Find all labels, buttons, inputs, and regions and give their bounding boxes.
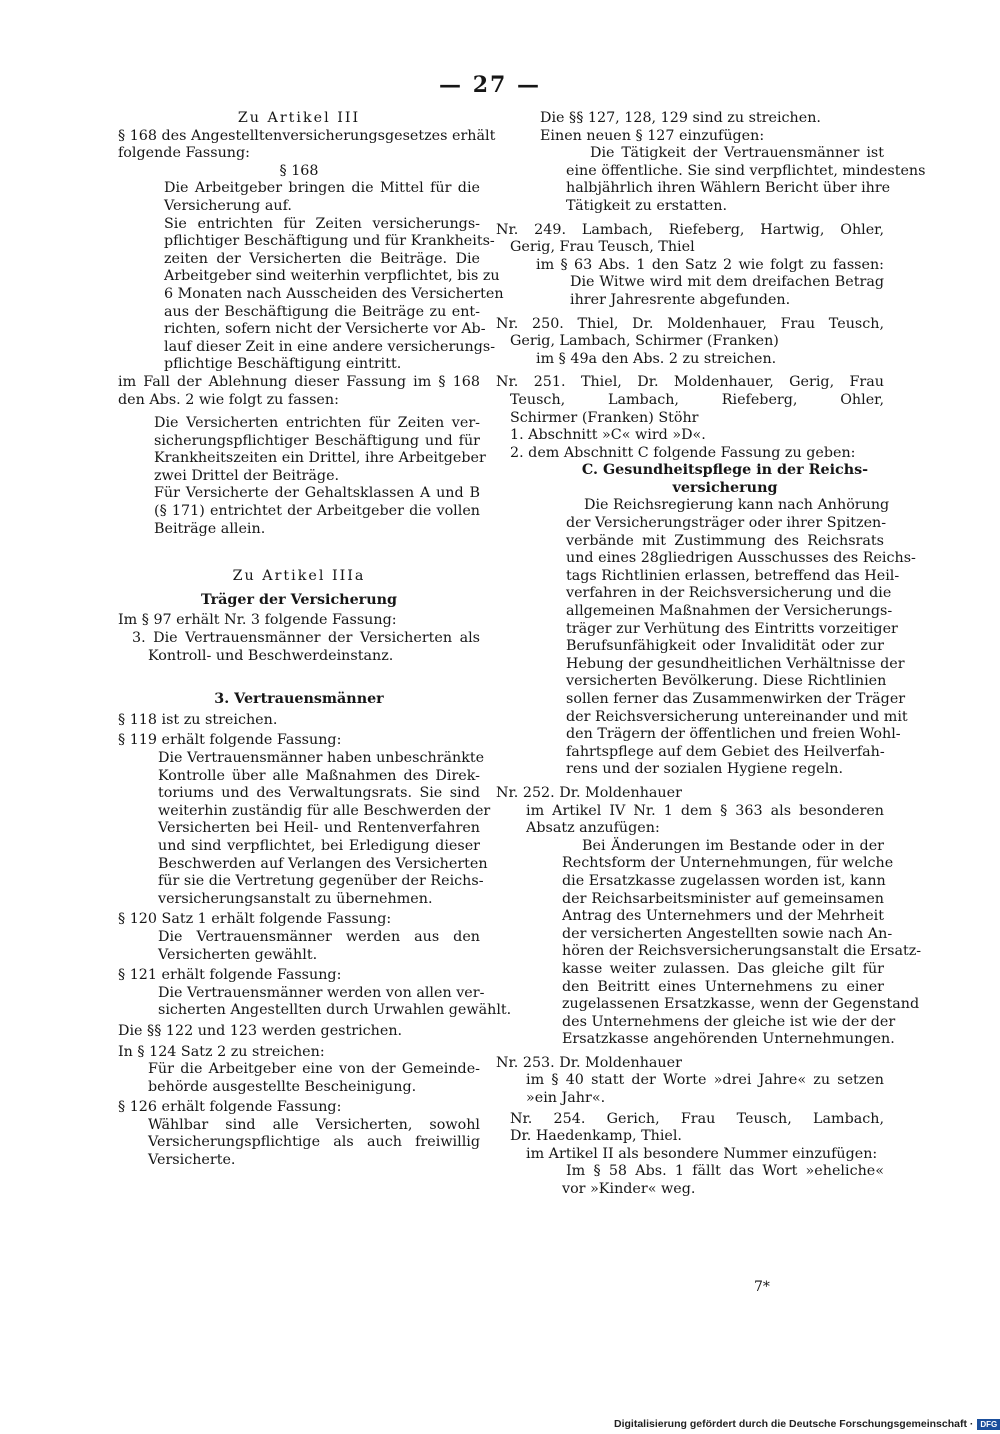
text-line: im Fall der Ablehnung dieser Fassung im § 168 xyxy=(118,373,480,390)
text-line: Im § 58 Abs. 1 fällt das Wort »eheliche« xyxy=(566,1163,884,1180)
text-line: Schirmer (Franken) Stöhr xyxy=(510,409,699,426)
text-line: den Abs. 2 wie folgt zu fassen: xyxy=(118,391,339,408)
sheet-signature-mark: 7* xyxy=(754,1279,770,1295)
text-line: Ersatzkasse angehörenden Unternehmungen. xyxy=(562,1031,895,1048)
text-line: Hebung der gesundheitlichen Verhältnisse der xyxy=(566,655,905,672)
text-line: toriums und des Verwaltungsrats. Sie sind xyxy=(158,785,480,802)
text-line: verfahren in der Reichsversicherung und die xyxy=(566,585,892,602)
text-line: 3. Vertrauensmänner xyxy=(214,691,384,708)
text-line: sollen ferner das Zusammenwirken der Träger xyxy=(566,691,906,707)
text-line: fahrtspflege auf dem Gebiet des Heilverfah- xyxy=(566,743,885,760)
left-column xyxy=(118,110,512,1170)
text-line: im § 49a den Abs. 2 zu streichen. xyxy=(536,350,777,367)
text-line: für sie die Vertretung gegenüber der Reichs- xyxy=(158,873,484,890)
text-line: Einen neuen § 127 einzufügen: xyxy=(540,127,765,144)
text-line: Versicherungspflichtige als auch freiwillig xyxy=(148,1134,480,1151)
text-line: Teusch, Lambach, Riefeberg, Ohler, xyxy=(510,391,884,408)
text-line: Zu Artikel IIIa xyxy=(232,568,366,585)
text-line: Krankheitszeiten ein Drittel, ihre Arbeitgeber xyxy=(154,450,486,467)
text-line: aus der Beschäftigung die Beiträge zu ent- xyxy=(164,303,480,320)
text-line: Wählbar sind alle Versicherten, sowohl xyxy=(148,1116,480,1133)
text-line: kasse weiter zulassen. Das gleiche gilt für xyxy=(562,960,884,977)
text-line: und eines 28gliedrigen Ausschusses des Reichs- xyxy=(566,550,916,567)
text-line: (§ 171) entrichtet der Arbeitgeber die vollen xyxy=(154,503,480,520)
text-line: eine öffentliche. Sie sind verpflichtet, mindestens xyxy=(566,162,926,179)
text-line: und sind verpflichtet, bei Erledigung dieser xyxy=(158,837,480,854)
text-line: Zu Artikel III xyxy=(237,110,361,126)
text-line: zugelassenen Ersatzkasse, wenn der Gegenstand xyxy=(562,996,920,1013)
text-line: Die Vertrauensmänner haben unbeschränkte xyxy=(158,750,485,766)
text-line: § 118 ist zu streichen. xyxy=(118,711,278,728)
text-line: Für die Arbeitgeber eine von der Gemeinde- xyxy=(148,1061,480,1078)
text-line: Nr. 251. Thiel, Dr. Moldenhauer, Gerig, Frau xyxy=(496,374,884,391)
text-line: 2. dem Abschnitt C folgende Fassung zu geben: xyxy=(510,444,856,461)
text-line: pflichtige Beschäftigung eintritt. xyxy=(164,356,402,373)
text-line: Versicherung auf. xyxy=(164,197,292,214)
text-line: 3. Die Vertrauensmänner der Versicherten als xyxy=(132,630,480,647)
text-line: vor »Kinder« weg. xyxy=(562,1181,696,1198)
text-line: pflichtiger Beschäftigung und für Krankheits- xyxy=(164,233,495,250)
text-line: der Versicherungsträger oder ihrer Spitzen- xyxy=(566,515,887,532)
text-line: weiterhin zuständig für alle Beschwerden der xyxy=(158,802,491,819)
page-number: — 27 — xyxy=(439,72,541,98)
text-line: lauf dieser Zeit in eine andere versicherungs- xyxy=(164,338,496,355)
text-line: Versicherte. xyxy=(148,1152,236,1169)
text-line: Rechtsform der Unternehmungen, für welche xyxy=(562,855,894,872)
text-line: den Trägern der öffentlichen und freien Wohl- xyxy=(566,726,901,743)
text-line: In § 124 Satz 2 zu streichen: xyxy=(118,1043,325,1060)
text-line: Nr. 250. Thiel, Dr. Moldenhauer, Frau Teusch, xyxy=(496,315,884,332)
text-line: im Artikel IV Nr. 1 dem § 363 als besonderen xyxy=(526,802,884,819)
text-line: C. Gesundheitspflege in der Reichs- xyxy=(581,462,869,479)
text-line: § 120 Satz 1 erhält folgende Fassung: xyxy=(118,911,392,928)
footer-text: Digitalisierung gefördert durch die Deutsche Forschungsgemeinschaft · xyxy=(614,1418,974,1430)
text-line: sicherten Angestellten durch Urwahlen gewählt. xyxy=(158,1002,512,1019)
digitization-footer xyxy=(614,1418,998,1430)
dfg-logo-icon: DFG xyxy=(977,1419,1000,1430)
text-line: Die Tätigkeit der Vertrauensmänner ist xyxy=(590,145,884,162)
text-line: Im § 97 erhält Nr. 3 folgende Fassung: xyxy=(118,612,397,629)
text-line: ihrer Jahresrente abgefunden. xyxy=(570,291,791,308)
text-line: § 126 erhält folgende Fassung: xyxy=(118,1099,342,1116)
text-line: Die Witwe wird mit dem dreifachen Betrag xyxy=(570,274,884,291)
text-line: behörde ausgestellte Bescheinigung. xyxy=(148,1078,417,1095)
text-line: im Artikel II als besondere Nummer einzufügen: xyxy=(526,1145,878,1162)
text-line: Für Versicherte der Gehaltsklassen A und B xyxy=(154,485,480,502)
text-line: versicherungsanstalt zu übernehmen. xyxy=(158,890,433,907)
text-line: Versicherten gewählt. xyxy=(158,946,318,963)
text-line: der Reichsarbeitsminister auf gemeinsamen xyxy=(562,890,884,907)
text-line: Sie entrichten für Zeiten versicherungs- xyxy=(164,215,480,232)
text-line: folgende Fassung: xyxy=(118,145,250,162)
text-line: tags Richtlinien erlassen, betreffend das Heil- xyxy=(566,567,900,584)
text-line: Absatz anzufügen: xyxy=(526,820,660,837)
text-line: zeiten der Versicherten die Beiträge. Die xyxy=(164,250,480,267)
text-line: Beiträge allein. xyxy=(154,520,266,537)
text-line: Nr. 249. Lambach, Riefeberg, Hartwig, Ohler, xyxy=(496,221,884,238)
text-line: verbände mit Zustimmung des Reichsrats xyxy=(566,532,884,549)
text-line: rens und der sozialen Hygiene regeln. xyxy=(566,761,844,778)
text-line: den Beitritt eines Unternehmens zu einer xyxy=(562,978,884,995)
text-line: § 119 erhält folgende Fassung: xyxy=(118,732,342,749)
text-line: 1. Abschnitt »C« wird »D«. xyxy=(510,427,706,444)
text-line: Die Vertrauensmänner werden von allen ver- xyxy=(158,984,485,1001)
text-line: des Unternehmens der gleiche ist wie der der xyxy=(562,1013,896,1030)
text-line: allgemeinen Maßnahmen der Versicherungs- xyxy=(566,603,893,620)
text-line: Tätigkeit zu erstatten. xyxy=(566,197,727,214)
text-line: Nr. 253. Dr. Moldenhauer xyxy=(496,1054,682,1071)
text-line: § 168 des Angestelltenversicherungsgesetzes erhält xyxy=(118,127,496,144)
text-line: Kontrolle über alle Maßnahmen des Direk- xyxy=(158,767,480,784)
text-line: Träger der Versicherung xyxy=(200,591,397,608)
text-line: halbjährlich ihren Wählern Bericht über ihre xyxy=(566,180,891,197)
text-line: richten, sofern nicht der Versicherte vor Ab- xyxy=(164,321,486,338)
text-line: Versicherten bei Heil- und Rentenverfahren xyxy=(158,820,480,837)
text-line: versicherten Bevölkerung. Diese Richtlinien xyxy=(566,673,887,690)
text-line: im § 40 statt der Worte »drei Jahre« zu setzen xyxy=(526,1072,884,1089)
text-line: Die Versicherten entrichten für Zeiten ver- xyxy=(154,415,480,432)
right-column xyxy=(496,110,926,1199)
text-line: Die Vertrauensmänner werden aus den xyxy=(158,928,480,945)
text-line: der versicherten Angestellten sowie nach An- xyxy=(562,925,893,942)
text-line: § 121 erhält folgende Fassung: xyxy=(118,967,342,984)
text-line: sicherungspflichtiger Beschäftigung und für xyxy=(154,432,480,449)
text-line: die Ersatzkasse zugelassen worden ist, kann xyxy=(562,872,886,889)
text-line: Gerig, Lambach, Schirmer (Franken) xyxy=(510,333,779,350)
text-line: hören der Reichsversicherungsanstalt die Ersatz- xyxy=(562,943,922,960)
text-line: 6 Monaten nach Ausscheiden des Versicherten xyxy=(164,285,504,302)
text-line: zwei Drittel der Beiträge. xyxy=(154,467,340,484)
text-line: Nr. 254. Gerich, Frau Teusch, Lambach, xyxy=(510,1110,884,1127)
text-line: Die §§ 122 und 123 werden gestrichen. xyxy=(118,1022,403,1039)
text-line: Nr. 252. Dr. Moldenhauer xyxy=(496,784,682,801)
text-line: im § 63 Abs. 1 den Satz 2 wie folgt zu fassen: xyxy=(536,256,884,273)
text-line: Dr. Haedenkamp, Thiel. xyxy=(510,1128,682,1145)
text-line: Die Reichsregierung kann nach Anhörung xyxy=(584,497,890,514)
text-line: versicherung xyxy=(672,479,778,496)
text-line: »ein Jahr«. xyxy=(526,1090,606,1107)
text-line: Arbeitgeber sind weiterhin verpflichtet, bis zu xyxy=(164,268,500,285)
text-line: Gerig, Frau Teusch, Thiel xyxy=(510,239,695,256)
text-line: § 168 xyxy=(279,162,319,179)
text-line: Bei Änderungen im Bestande oder in der xyxy=(582,837,884,854)
text-line: träger zur Verhütung des Eintritts vorzeitiger xyxy=(566,620,898,637)
text-line: Beschwerden auf Verlangen des Versicherten xyxy=(158,855,488,872)
text-line: Die Arbeitgeber bringen die Mittel für die xyxy=(164,180,480,197)
text-line: der Reichsversicherung untereinander und mit xyxy=(566,708,908,725)
text-line: Kontroll- und Beschwerdeinstanz. xyxy=(148,647,394,664)
text-line: Berufsunfähigkeit oder Invalidität oder zur xyxy=(566,638,884,655)
text-line: Die §§ 127, 128, 129 sind zu streichen. xyxy=(540,110,821,126)
text-line: Antrag des Unternehmers und der Mehrheit xyxy=(562,908,884,925)
